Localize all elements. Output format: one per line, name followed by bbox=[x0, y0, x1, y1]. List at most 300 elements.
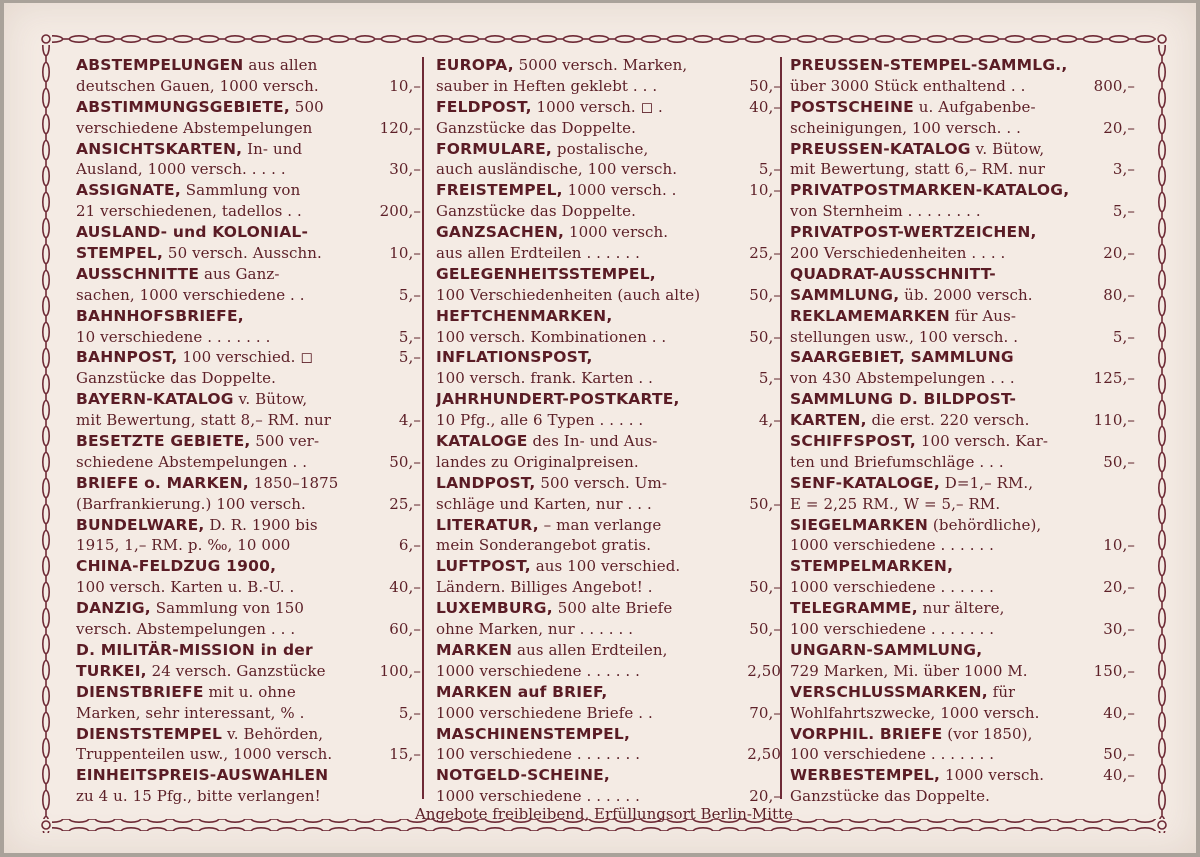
item-heading: PREUSSEN-STEMPEL-SAMMLG., bbox=[790, 56, 1068, 74]
line-text bbox=[436, 285, 700, 306]
list-line bbox=[790, 556, 1135, 577]
item-description: 5000 versch. Marken, bbox=[513, 56, 688, 74]
line-text bbox=[76, 159, 286, 180]
item-price: 5,– bbox=[1112, 202, 1135, 221]
item-description: 100 versch. Kar- bbox=[915, 432, 1049, 451]
line-text bbox=[790, 682, 1015, 703]
list-line bbox=[790, 285, 1135, 306]
item-price: 120,– bbox=[379, 118, 421, 137]
item-heading: ASSIGNATE, bbox=[76, 181, 181, 200]
list-line bbox=[436, 452, 781, 473]
list-line bbox=[790, 76, 1135, 97]
item-description: für bbox=[987, 682, 1016, 701]
line-text bbox=[790, 515, 1041, 536]
price-list-card bbox=[4, 3, 1196, 853]
line-text bbox=[436, 139, 648, 160]
item-heading: UNGARN-SAMMLUNG, bbox=[790, 640, 983, 659]
list-line bbox=[76, 619, 421, 640]
item-description: verschiedene Abstempelungen bbox=[76, 118, 313, 137]
line-text bbox=[436, 118, 636, 139]
item-heading: ABSTIMMUNGSGEBIETE, bbox=[76, 97, 290, 116]
line-text bbox=[436, 744, 640, 765]
item-description: 1000 verschiedene . . . . . . bbox=[790, 578, 995, 597]
item-description: landes zu Originalpreisen. bbox=[436, 452, 639, 471]
list-line bbox=[790, 703, 1135, 724]
list-line bbox=[790, 222, 1135, 243]
item-description: 50 versch. Ausschn. bbox=[163, 244, 322, 263]
item-description: mit Bewertung, statt 8,– RM. nur bbox=[76, 411, 332, 430]
list-line bbox=[436, 515, 781, 536]
line-text bbox=[436, 55, 687, 76]
item-description: 1850–1875 bbox=[248, 473, 339, 492]
line-text bbox=[436, 494, 652, 515]
list-line bbox=[790, 327, 1135, 348]
line-text bbox=[790, 327, 1018, 348]
item-price: 5,– bbox=[758, 160, 781, 179]
item-description: scheinigungen, 100 versch. . . bbox=[790, 118, 1022, 137]
list-line bbox=[76, 222, 421, 243]
list-line bbox=[436, 556, 781, 577]
line-text bbox=[76, 515, 318, 536]
line-text bbox=[76, 368, 276, 389]
item-description: ohne Marken, nur . . . . . . bbox=[436, 620, 634, 639]
item-description: 100 versch. Karten u. B.-U. . bbox=[76, 578, 295, 597]
list-line bbox=[436, 368, 781, 389]
item-heading: STEMPEL, bbox=[76, 244, 164, 263]
line-text bbox=[790, 201, 981, 222]
item-description: mein Sonderangebot gratis. bbox=[436, 536, 652, 555]
item-heading: POSTSCHEINE bbox=[790, 97, 914, 116]
item-description: (behördliche), bbox=[928, 515, 1042, 534]
item-heading: MARKEN bbox=[436, 640, 513, 659]
line-text bbox=[436, 180, 677, 201]
item-description: aus Ganz- bbox=[199, 264, 280, 283]
line-text bbox=[76, 97, 324, 118]
item-description: aus allen Erdteilen, bbox=[512, 640, 668, 659]
list-line bbox=[76, 264, 421, 285]
line-text bbox=[76, 285, 305, 306]
item-heading: JAHRHUNDERT-POSTKARTE, bbox=[436, 390, 680, 409]
list-line bbox=[790, 494, 1135, 515]
list-line bbox=[436, 473, 781, 494]
item-price: 50,– bbox=[1103, 745, 1135, 764]
line-text bbox=[790, 410, 1029, 431]
item-description: 1000 verschiedene . . . . . . bbox=[790, 536, 995, 555]
line-text bbox=[436, 347, 593, 368]
line-text bbox=[436, 201, 636, 222]
item-description: 1000 verschiedene . . . . . . bbox=[436, 787, 641, 806]
list-line bbox=[76, 118, 421, 139]
item-heading: ANSICHTSKARTEN, bbox=[76, 139, 243, 158]
item-price: 110,– bbox=[1093, 411, 1135, 430]
line-text bbox=[790, 55, 1067, 76]
item-heading: TURKEI, bbox=[76, 661, 147, 680]
item-heading: REKLAMEMARKEN bbox=[790, 306, 950, 325]
item-description: 500 bbox=[289, 97, 324, 116]
item-heading: MASCHINENSTEMPEL, bbox=[436, 724, 631, 743]
line-text bbox=[76, 180, 300, 201]
item-description: (Barfrankierung.) 100 versch. bbox=[76, 494, 306, 513]
list-line bbox=[790, 201, 1135, 222]
item-description: üb. 2000 versch. bbox=[899, 285, 1033, 304]
item-heading: LITERATUR, bbox=[436, 515, 539, 534]
item-description: über 3000 Stück enthaltend . . bbox=[790, 76, 1026, 95]
list-line bbox=[790, 786, 1135, 807]
item-description: schiedene Abstempelungen . . bbox=[76, 452, 308, 471]
item-description: 21 verschiedenen, tadellos . . bbox=[76, 202, 302, 221]
list-line bbox=[76, 76, 421, 97]
item-description: postalische, bbox=[552, 139, 649, 158]
item-price: 50,– bbox=[749, 327, 781, 346]
item-heading: BRIEFE o. MARKEN, bbox=[76, 473, 249, 492]
list-line bbox=[436, 222, 781, 243]
line-text bbox=[790, 473, 1033, 494]
list-line bbox=[76, 494, 421, 515]
line-text bbox=[436, 724, 630, 745]
item-description: v. Behörden, bbox=[222, 724, 324, 743]
list-line bbox=[76, 55, 421, 76]
item-description: von 430 Abstempelungen . . . bbox=[790, 369, 1015, 388]
item-heading: SAMMLUNG D. BILDPOST- bbox=[790, 390, 1017, 409]
list-line bbox=[790, 264, 1135, 285]
list-line bbox=[436, 744, 781, 765]
item-heading: BAHNHOFSBRIEFE, bbox=[76, 306, 244, 325]
item-description: 100 versch. frank. Karten . . bbox=[436, 369, 654, 388]
line-text bbox=[790, 306, 1016, 327]
list-line bbox=[436, 410, 781, 431]
line-text bbox=[790, 765, 1044, 786]
item-price: 5,– bbox=[398, 703, 421, 722]
list-line bbox=[790, 389, 1135, 410]
list-line bbox=[76, 368, 421, 389]
item-price: 25,– bbox=[749, 244, 781, 263]
list-line bbox=[436, 431, 781, 452]
list-line bbox=[790, 452, 1135, 473]
line-text bbox=[790, 661, 1028, 682]
item-description: 1000 verschiedene . . . . . . bbox=[436, 661, 641, 680]
item-description: schläge und Karten, nur . . . bbox=[436, 494, 652, 513]
footer-note: Angebote freibleibend, Erfüllungsort Berlin-Mitte bbox=[414, 805, 794, 823]
list-line bbox=[76, 473, 421, 494]
list-line bbox=[436, 347, 781, 368]
item-heading: DANZIG, bbox=[76, 599, 151, 618]
item-description: v. Bütow, bbox=[970, 139, 1045, 158]
list-line bbox=[76, 786, 421, 807]
line-text bbox=[790, 703, 1039, 724]
line-text bbox=[76, 765, 328, 786]
list-line bbox=[436, 306, 781, 327]
line-text bbox=[790, 97, 1036, 118]
list-line bbox=[436, 97, 781, 118]
list-line bbox=[790, 640, 1135, 661]
item-description: 1000 versch. . bbox=[562, 181, 677, 200]
item-heading: DIENSTBRIEFE bbox=[76, 682, 204, 701]
list-line bbox=[790, 619, 1135, 640]
item-heading: PRIVATPOSTMARKEN-KATALOG, bbox=[790, 181, 1070, 200]
list-line bbox=[436, 327, 781, 348]
list-line bbox=[76, 703, 421, 724]
line-text bbox=[76, 703, 304, 724]
list-line bbox=[76, 201, 421, 222]
item-heading: FREISTEMPEL, bbox=[436, 181, 563, 200]
line-text bbox=[76, 598, 304, 619]
item-description: Ganzstücke das Doppelte. bbox=[436, 118, 637, 137]
list-line bbox=[790, 410, 1135, 431]
list-line bbox=[436, 682, 781, 703]
line-text bbox=[790, 285, 1033, 306]
line-text bbox=[76, 452, 307, 473]
item-price: 30,– bbox=[1103, 620, 1135, 639]
list-line bbox=[76, 410, 421, 431]
list-line bbox=[436, 55, 781, 76]
column-divider-1 bbox=[422, 57, 424, 799]
list-line bbox=[790, 535, 1135, 556]
item-description: für Aus- bbox=[949, 306, 1017, 325]
list-line bbox=[436, 139, 781, 160]
list-line bbox=[790, 180, 1135, 201]
line-text bbox=[76, 619, 295, 640]
item-price: 10,– bbox=[749, 181, 781, 200]
item-heading: PREUSSEN-KATALOG bbox=[790, 139, 971, 158]
item-description: stellungen usw., 100 versch. . bbox=[790, 327, 1019, 346]
item-heading: FELDPOST, bbox=[436, 97, 532, 116]
list-line bbox=[436, 76, 781, 97]
list-line bbox=[436, 786, 781, 807]
line-text bbox=[436, 619, 633, 640]
line-text bbox=[76, 264, 280, 285]
item-description: 100 verschiedene . . . . . . . bbox=[790, 620, 995, 639]
item-description: aus allen Erdteilen . . . . . . bbox=[436, 244, 640, 263]
column-2 bbox=[436, 55, 781, 807]
list-line bbox=[790, 744, 1135, 765]
list-line bbox=[436, 159, 781, 180]
column-3 bbox=[790, 55, 1135, 807]
line-text bbox=[436, 535, 651, 556]
item-description: sachen, 1000 verschiedene . . bbox=[76, 285, 305, 304]
item-price: 60,– bbox=[389, 620, 421, 639]
list-line bbox=[436, 577, 781, 598]
item-heading: BESETZTE GEBIETE, bbox=[76, 432, 251, 451]
item-heading: NOTGELD-SCHEINE, bbox=[436, 766, 611, 785]
line-text bbox=[790, 556, 953, 577]
item-heading: LUFTPOST, bbox=[436, 557, 531, 576]
item-description: 1000 versch. bbox=[940, 766, 1045, 785]
line-text bbox=[436, 661, 640, 682]
line-text bbox=[790, 619, 994, 640]
item-description: Ganzstücke das Doppelte. bbox=[76, 369, 277, 388]
item-description: 100 verschiedene . . . . . . . bbox=[790, 745, 995, 764]
item-description: In- und bbox=[242, 139, 303, 158]
line-text bbox=[790, 159, 1045, 180]
item-description: 100 Verschiedenheiten (auch alte) bbox=[436, 285, 701, 304]
line-text bbox=[790, 577, 994, 598]
line-text bbox=[790, 431, 1048, 452]
column-1 bbox=[76, 55, 421, 807]
item-price: 4,– bbox=[758, 411, 781, 430]
line-text bbox=[436, 640, 667, 661]
line-text bbox=[76, 494, 306, 515]
item-price: 4,– bbox=[398, 411, 421, 430]
item-description: aus 100 verschied. bbox=[530, 557, 681, 576]
list-line bbox=[76, 598, 421, 619]
item-price: 15,– bbox=[389, 745, 421, 764]
line-text bbox=[790, 118, 1021, 139]
line-text bbox=[436, 786, 640, 807]
list-line bbox=[436, 640, 781, 661]
line-text bbox=[790, 389, 1016, 410]
item-price: 50,– bbox=[749, 494, 781, 513]
list-line bbox=[790, 724, 1135, 745]
item-heading: SAARGEBIET, SAMMLUNG bbox=[790, 348, 1014, 367]
line-text bbox=[76, 431, 319, 452]
item-price: 50,– bbox=[749, 620, 781, 639]
list-line bbox=[76, 765, 421, 786]
item-price: 30,– bbox=[389, 160, 421, 179]
item-description: u. Aufgabenbe- bbox=[913, 97, 1036, 116]
item-description: 500 ver- bbox=[250, 432, 320, 451]
list-line bbox=[790, 306, 1135, 327]
item-heading: AUSSCHNITTE bbox=[76, 264, 200, 283]
item-heading: LANDPOST, bbox=[436, 473, 536, 492]
line-text bbox=[436, 473, 667, 494]
list-line bbox=[76, 577, 421, 598]
item-price: 125,– bbox=[1093, 369, 1135, 388]
list-line bbox=[436, 285, 781, 306]
item-price: 40,– bbox=[1103, 766, 1135, 785]
line-text bbox=[76, 243, 322, 264]
list-line bbox=[790, 473, 1135, 494]
list-line bbox=[76, 724, 421, 745]
item-price: 800,– bbox=[1093, 76, 1135, 95]
item-description: ten und Briefumschläge . . . bbox=[790, 452, 1004, 471]
list-line bbox=[436, 264, 781, 285]
list-line bbox=[790, 661, 1135, 682]
item-price: 80,– bbox=[1103, 285, 1135, 304]
item-price: 50,– bbox=[389, 452, 421, 471]
list-line bbox=[790, 598, 1135, 619]
list-line bbox=[76, 431, 421, 452]
item-price: 50,– bbox=[749, 285, 781, 304]
item-heading: DIENSTSTEMPEL bbox=[76, 724, 223, 743]
line-text bbox=[436, 598, 672, 619]
item-description: 1000 versch. ◻ . bbox=[531, 97, 663, 116]
list-line bbox=[436, 661, 781, 682]
line-text bbox=[76, 556, 276, 577]
line-text bbox=[436, 682, 607, 703]
list-line bbox=[76, 139, 421, 160]
item-price: 40,– bbox=[749, 97, 781, 116]
item-description: 500 alte Briefe bbox=[552, 599, 673, 618]
item-description: Ausland, 1000 versch. . . . . bbox=[76, 160, 286, 179]
line-text bbox=[790, 640, 982, 661]
list-line bbox=[76, 661, 421, 682]
item-price: 2,50 bbox=[747, 661, 781, 680]
item-heading: AUSLAND- und KOLONIAL- bbox=[76, 223, 309, 242]
list-line bbox=[76, 159, 421, 180]
line-text bbox=[76, 118, 312, 139]
line-text bbox=[76, 535, 290, 556]
item-description: 1000 versch. bbox=[564, 223, 669, 242]
list-line bbox=[76, 389, 421, 410]
item-price: 5,– bbox=[758, 369, 781, 388]
line-text bbox=[436, 515, 661, 536]
list-line bbox=[76, 306, 421, 327]
item-description: Sammlung von 150 bbox=[150, 599, 305, 618]
item-description: D. R. 1900 bis bbox=[204, 515, 318, 534]
line-text bbox=[790, 347, 1014, 368]
list-line bbox=[790, 243, 1135, 264]
list-line bbox=[436, 535, 781, 556]
item-description: des In- und Aus- bbox=[527, 432, 658, 451]
line-text bbox=[436, 703, 653, 724]
line-text bbox=[790, 724, 1032, 745]
item-heading: KARTEN, bbox=[790, 411, 867, 430]
list-line bbox=[436, 201, 781, 222]
line-text bbox=[436, 368, 653, 389]
item-description: 100 verschied. ◻ bbox=[177, 348, 313, 367]
item-heading: EUROPA, bbox=[436, 56, 514, 74]
list-line bbox=[790, 139, 1135, 160]
line-text bbox=[790, 222, 1037, 243]
list-line bbox=[790, 431, 1135, 452]
item-heading: SCHIFFSPOST, bbox=[790, 432, 916, 451]
list-line bbox=[436, 598, 781, 619]
line-text bbox=[436, 306, 612, 327]
item-description: Ländern. Billiges Angebot! . bbox=[436, 578, 653, 597]
item-heading: KATALOGE bbox=[436, 432, 528, 451]
line-text bbox=[76, 473, 338, 494]
item-heading: SENF-KATALOGE, bbox=[790, 473, 940, 492]
item-heading: TELEGRAMME, bbox=[790, 599, 918, 618]
line-text bbox=[790, 139, 1044, 160]
list-line bbox=[436, 180, 781, 201]
list-line bbox=[76, 515, 421, 536]
line-text bbox=[436, 76, 657, 97]
list-line bbox=[436, 703, 781, 724]
list-line bbox=[76, 97, 421, 118]
item-price: 10,– bbox=[1103, 536, 1135, 555]
line-text bbox=[790, 180, 1069, 201]
item-description: 100 verschiedene . . . . . . . bbox=[436, 745, 641, 764]
list-line bbox=[76, 640, 421, 661]
ornamental-frame bbox=[40, 33, 1168, 833]
item-heading: WERBESTEMPEL, bbox=[790, 766, 941, 785]
line-text bbox=[76, 640, 313, 661]
line-text bbox=[76, 724, 323, 745]
item-description: mit Bewertung, statt 6,– RM. nur bbox=[790, 160, 1046, 179]
item-description: v. Bütow, bbox=[233, 390, 308, 409]
item-heading: VORPHIL. BRIEFE bbox=[790, 724, 943, 743]
list-line bbox=[436, 118, 781, 139]
item-description: mit u. ohne bbox=[203, 682, 296, 701]
item-price: 10,– bbox=[389, 244, 421, 263]
item-heading: GELEGENHEITSSTEMPEL, bbox=[436, 264, 656, 283]
list-line bbox=[790, 682, 1135, 703]
item-heading: QUADRAT-AUSSCHNITT- bbox=[790, 264, 996, 283]
list-line bbox=[436, 389, 781, 410]
item-heading: INFLATIONSPOST, bbox=[436, 348, 593, 367]
item-price: 2,50 bbox=[747, 745, 781, 764]
item-description: 1915, 1,– RM. p. ‰, 10 000 bbox=[76, 536, 291, 555]
list-line bbox=[76, 180, 421, 201]
item-price: 5,– bbox=[398, 285, 421, 304]
item-price: 40,– bbox=[389, 578, 421, 597]
item-heading: STEMPELMARKEN, bbox=[790, 557, 954, 576]
item-description: D=1,– RM., bbox=[939, 473, 1034, 492]
line-text bbox=[790, 744, 994, 765]
list-line bbox=[76, 285, 421, 306]
item-description: Sammlung von bbox=[180, 181, 301, 200]
